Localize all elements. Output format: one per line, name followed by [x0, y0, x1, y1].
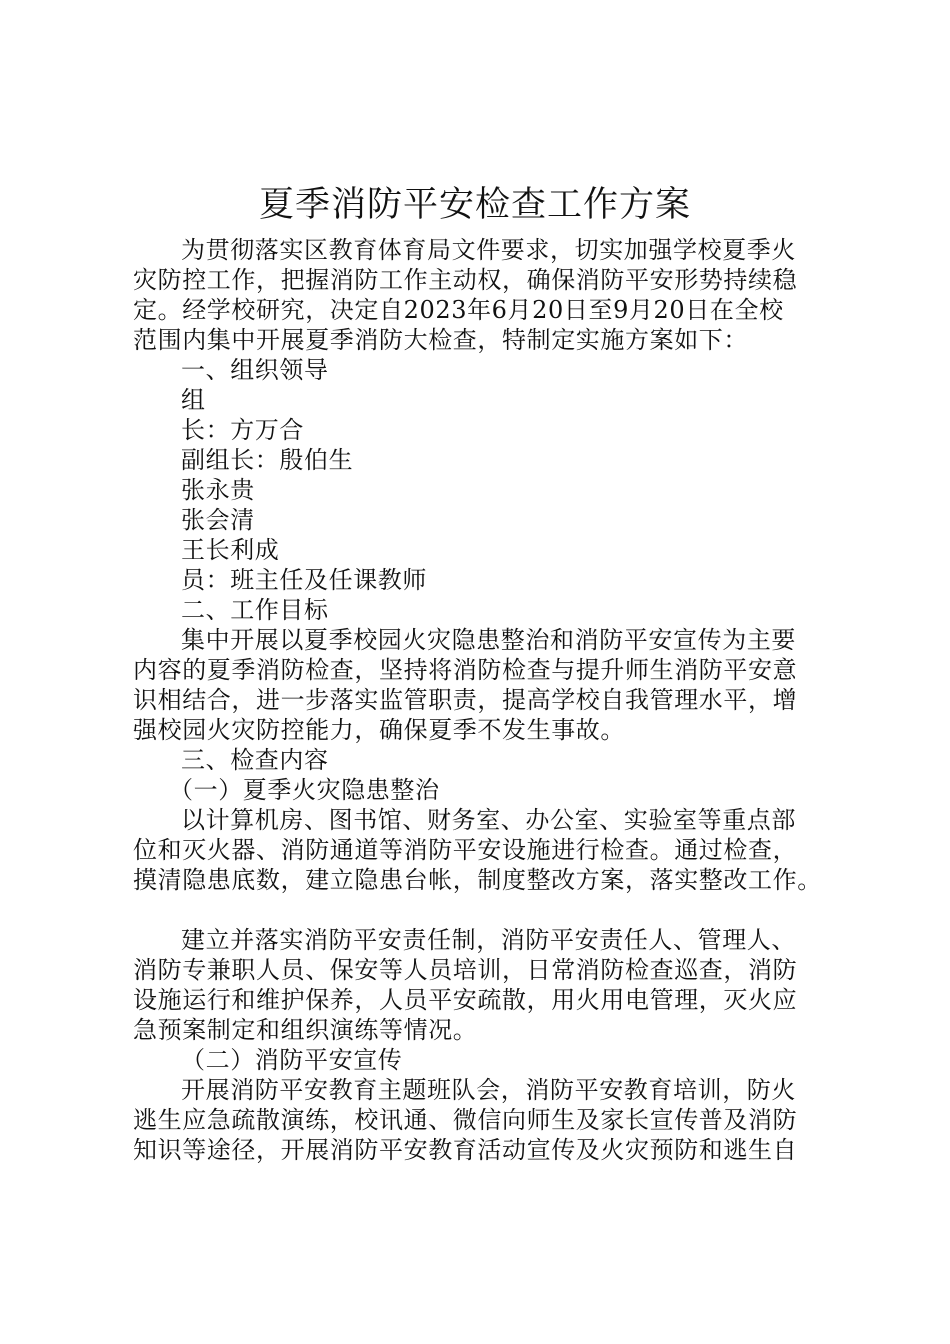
paragraph-line: 范围内集中开展夏季消防大检查，特制定实施方案如下： — [133, 326, 748, 354]
paragraph-line: 建立并落实消防平安责任制，消防平安责任人、管理人、 — [181, 926, 796, 954]
paragraph-line: 消防专兼职人员、保安等人员培训，日常消防检查巡查，消防 — [133, 956, 798, 984]
paragraph-line: 员：班主任及任课教师 — [181, 566, 427, 594]
paragraph-line: 组 — [181, 386, 206, 414]
paragraph-line: 强校园火灾防控能力，确保夏季不发生事故。 — [133, 716, 625, 744]
paragraph-line: 急预案制定和组织演练等情况。 — [133, 1016, 478, 1044]
paragraph-line: 长：方万合 — [181, 416, 304, 444]
paragraph-line: 摸清隐患底数，建立隐患台帐，制度整改方案，落实整改工作。 — [133, 866, 822, 894]
paragraph-line: 知识等途径，开展消防平安教育活动宣传及火灾预防和逃生自 — [133, 1136, 798, 1164]
paragraph-line: 灾防控工作，把握消防工作主动权，确保消防平安形势持续稳 — [133, 266, 798, 294]
paragraph-line: 集中开展以夏季校园火灾隐患整治和消防平安宣传为主要 — [181, 626, 796, 654]
document-title: 夏季消防平安检查工作方案 — [258, 185, 691, 225]
section-heading: 二、工作目标 — [181, 596, 329, 624]
document-body — [133, 235, 833, 1165]
paragraph-line: 内容的夏季消防检查，坚持将消防检查与提升师生消防平安意 — [133, 656, 798, 684]
paragraph-line: 张永贵 — [181, 476, 255, 504]
paragraph-line: 识相结合，进一步落实监管职责，提高学校自我管理水平，增 — [133, 686, 798, 714]
paragraph-line: 王长利成 — [181, 536, 280, 564]
paragraph-line: 定。经学校研究，决定自2023年6月20日至9月20日在全校 — [133, 296, 784, 324]
paragraph-spacer — [133, 895, 833, 925]
paragraph-line: 副组长：殷伯生 — [181, 446, 354, 474]
paragraph-line: 设施运行和维护保养，人员平安疏散，用火用电管理，灭火应 — [133, 986, 798, 1014]
paragraph-line: 逃生应急疏散演练，校讯通、微信向师生及家长宣传普及消防 — [133, 1106, 798, 1134]
paragraph-line: 张会清 — [181, 506, 255, 534]
subsection-heading: （一）夏季火灾隐患整治 — [169, 776, 440, 804]
paragraph-line: 为贯彻落实区教育体育局文件要求，切实加强学校夏季火 — [181, 236, 796, 264]
subsection-heading: （二）消防平安宣传 — [181, 1046, 403, 1074]
section-heading: 一、组织领导 — [181, 356, 329, 384]
paragraph-line: 以计算机房、图书馆、财务室、办公室、实验室等重点部 — [181, 806, 796, 834]
section-heading: 三、检查内容 — [181, 746, 329, 774]
paragraph-line: 开展消防平安教育主题班队会，消防平安教育培训，防火 — [181, 1076, 796, 1104]
paragraph-line: 位和灭火器、消防通道等消防平安设施进行检查。通过检查， — [133, 836, 798, 864]
